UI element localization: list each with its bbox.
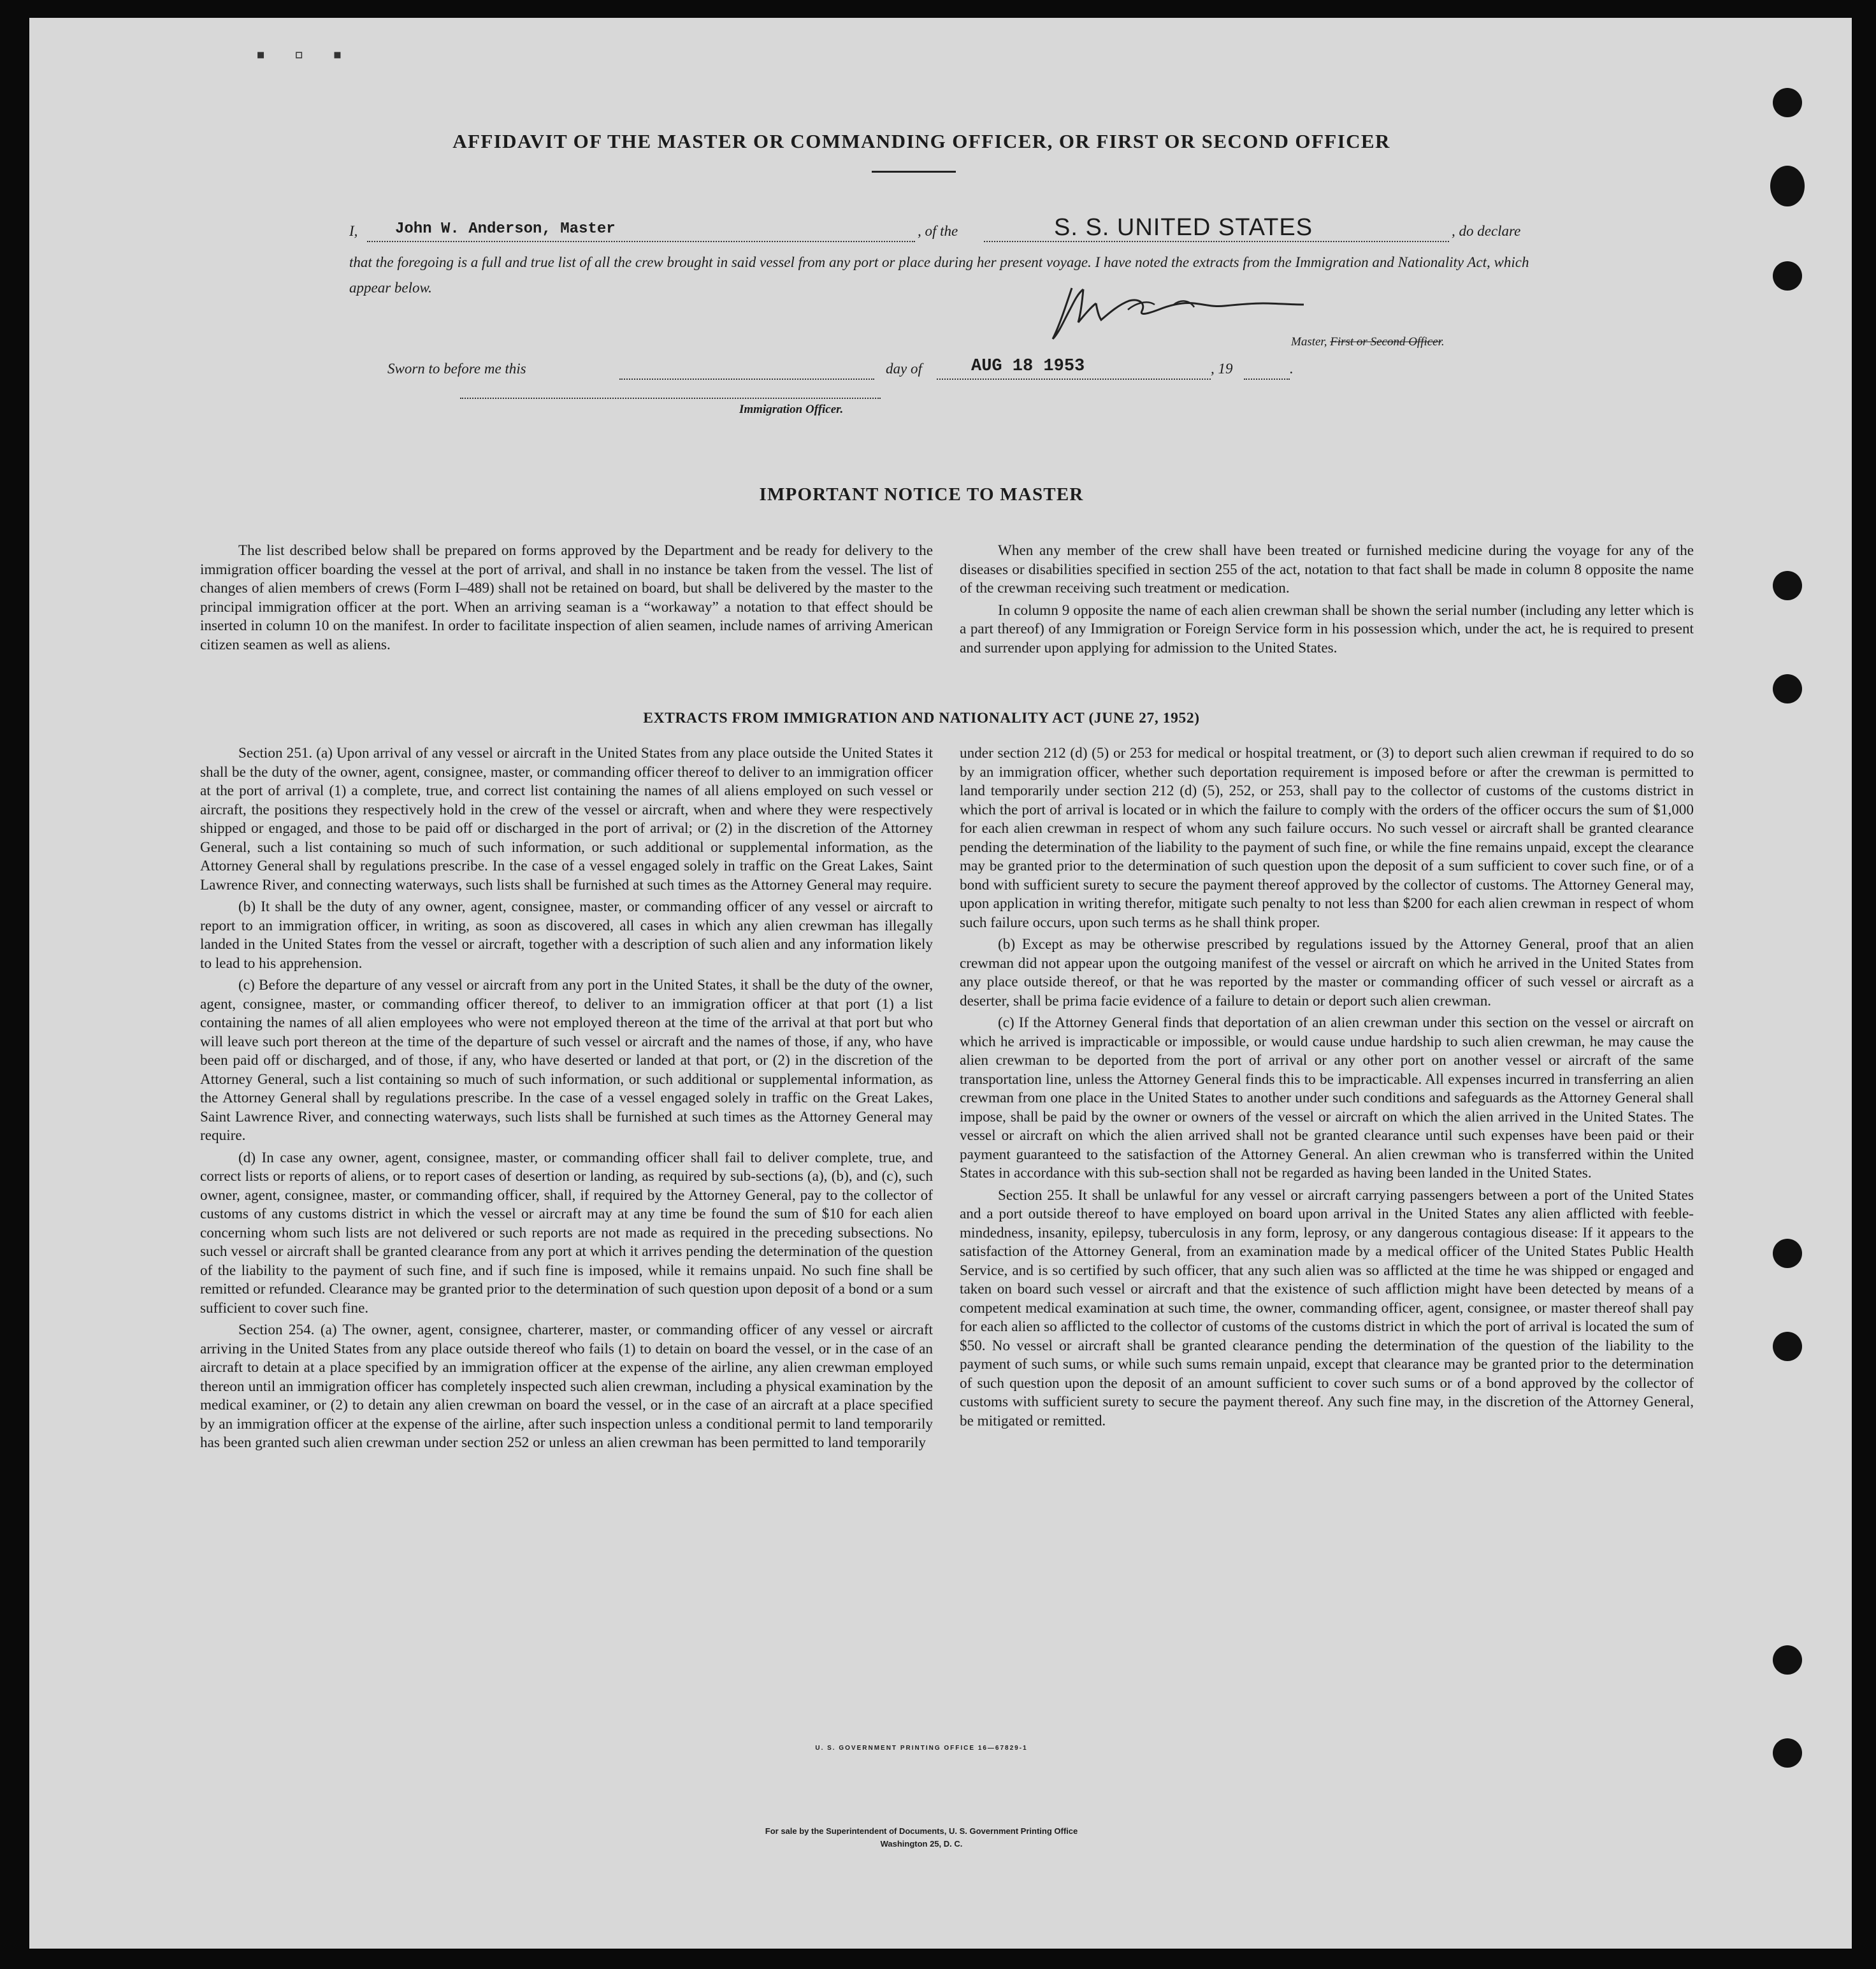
punch-hole	[1773, 1645, 1802, 1675]
year-prefix: , 19	[1211, 361, 1233, 377]
sale-notice	[29, 1825, 1814, 1850]
immigration-officer-label: Immigration Officer.	[739, 403, 844, 416]
notice-right-column	[960, 542, 1694, 658]
declaration-text: that the foregoing is a full and true list of all the crew brought in said vessel from any port or place during her present voyage. I have noted the extracts from the Immigration and Nationality Act, which appear below.	[349, 254, 1529, 296]
day-of-label: day of	[886, 361, 922, 377]
punch-hole	[1773, 261, 1802, 291]
of-the-label: , of the	[918, 223, 958, 239]
act-paragraph: Section 255. It shall be unlawful for any vessel or aircraft carrying passengers between a port of the United States and a port outside thereof to have employed on board upon arrival in the United States any alien afflicted with feeble-mindedness, insanity, epilepsy, tuberculosis in any form, leprosy, or any dangerous contagious disease: If it appears to the satisfaction of the Attorney General, from an examination made by a medical officer of the United States Public Health Service, and is so certified by such officer, that any such alien was so afflicted at the time he was shipped or engaged and taken on board such vessel or aircraft and that the existence of such affliction might have been detected by means of a competent medical examination at such time, the owner, commanding officer, agent, consignee, or master thereof shall pay for each alien so afflicted to the collector of customs of the customs district in which the port of arrival is located the sum of $50. No vessel or aircraft shall be granted clearance pending the determination of the question of the liability to the payment of such sums, or while such sums remain unpaid, except that clearance may be granted prior to the determination of such question upon the deposit of an amount sufficient to cover such sums or of a bond approved by the collector of customs with sufficient surety to secure the payment thereof. Any such fine may, in the discretion of the Attorney General, be mitigated or remitted.	[960, 1186, 1694, 1429]
year-dotted-line	[1244, 379, 1290, 380]
scan-marks: ▪ ▫ ▪	[256, 40, 354, 69]
act-paragraph: Section 251. (a) Upon arrival of any vessel or aircraft in the United States from any place outside the United States it shall be the duty of the owner, agent, consignee, master, or commanding officer thereof to deliver to an immigration officer at the port of arrival (1) a complete, true, and correct list containing the names of all aliens employed on such vessel or aircraft, the positions they respectively hold in the crew of the vessel or aircraft, when and where they were respectively shipped or engaged, and those to be paid off or discharged in the port of arrival; or (2) in the discretion of the Attorney General, such a list containing so much of such information, or such additional or supplemental information, as the Attorney General shall by regulations prescribe. In the case of a vessel engaged solely in traffic on the Great Lakes, Saint Lawrence River, and connecting waterways, such lists shall be furnished at such times as the Attorney General may require.	[200, 745, 933, 893]
sale-line: For sale by the Superintendent of Documents, U. S. Government Printing Office	[765, 1826, 1078, 1836]
vessel-name: S. S. UNITED STATES	[1054, 214, 1313, 241]
notice-left-column	[200, 542, 933, 654]
affidavit-title: AFFIDAVIT OF THE MASTER OR COMMANDING OFFICER, OR FIRST OR SECOND OFFICER	[452, 130, 1390, 152]
punch-hole	[1773, 571, 1802, 600]
punch-hole	[1773, 674, 1802, 703]
act-paragraph: Section 254. (a) The owner, agent, consignee, charterer, master, or commanding officer of any vessel or aircraft arriving in the United States from any place outside thereof who fails (1) to detain on board the vessel, or in the case of an aircraft to detain at a place specified by an immigration officer at the expense of the airline, any alien crewman employed thereon until an immigration officer has completely inspected such alien crewman, including a physical examination by the medical examiner, or (2) to detain any alien crewman on board the vessel, or in the case of an aircraft at a place specified by an immigration officer at the expense of the airline, after such inspection unless a conditional permit to land temporarily has been granted such alien crewman under section 252 or unless an alien crewman has been permitted to land temporarily	[200, 1322, 933, 1451]
sworn-date-dotted-line	[937, 379, 1211, 380]
do-declare-label: , do declare	[1452, 223, 1521, 239]
master-period: .	[1441, 335, 1445, 349]
name-dotted-line	[367, 241, 915, 242]
punch-hole	[1773, 1332, 1802, 1361]
master-signature	[1046, 275, 1314, 345]
notice-paragraph: When any member of the crew shall have been treated or furnished medicine during the voyage for any of the diseases or disabilities specified in section 255 of the act, notation to that fact shall be made in column 8 opposite the name of the crewman receiving such treatment or medication.	[960, 542, 1694, 596]
act-left-column	[200, 744, 933, 1453]
sworn-label: Sworn to before me this	[387, 361, 526, 377]
act-paragraph: (d) In case any owner, agent, consignee, master, or commanding officer shall fail to deliver complete, true, and correct lists or reports of aliens, or to report cases of desertion or landing, as required by sub-sections (a), (b), and (c), such owner, agent, consignee, master, or commanding officer, shall, if required by the Attorney General, pay to the collector of customs of any customs district in which the vessel or aircraft may at any time be found the sum of $10 for each alien concerning whom such lists are not delivered or such reports are not made as required in the preceding subsections. No such vessel or aircraft shall be granted clearance from any port at which it arrives pending the determination of the question of the liability to the payment of such fine, and if such fine is imposed, while it remains unpaid. No such fine shall be remitted or refunded. Clearance may be granted prior to the determination of such question upon deposit of a bond or a sum sufficient to cover such fine.	[200, 1149, 933, 1316]
act-paragraph: (c) If the Attorney General finds that deportation of an alien crewman under this section on the vessel or aircraft on which he arrived is impracticable or impossible, or would cause undue hardship to such alien crewman, he may cause the alien crewman to be deported from the port of arrival or any other port on another vessel or aircraft of the same transportation line, unless the Attorney General finds this to be impracticable. All expenses incurred in transferring an alien crewman from one place in the United States to another under such conditions and safeguards as the Attorney General shall impose, shall be paid by the owner or owners of the vessel or aircraft on which the alien arrived in the United States. The vessel or aircraft on which the alien arrived shall not be granted clearance until such expenses have been paid or their payment guaranteed to the satisfaction of the Attorney General. An alien crewman who is transferred within the United States in accordance with this sub-section shall not be regarded as having been landed in the United States.	[960, 1014, 1694, 1181]
punch-hole	[1773, 1239, 1802, 1268]
notice-title: IMPORTANT NOTICE TO MASTER	[759, 484, 1084, 505]
declaration-line	[349, 214, 1547, 252]
officer-name: John W. Anderson, Master	[395, 220, 616, 238]
act-paragraph: (b) It shall be the duty of any owner, agent, consignee, master, or commanding officer of any vessel or aircraft to report to an immigration officer, in writing, as soon as discovered, all cases in which any alien crewman has illegally landed in the United States from the vessel or aircraft, together with a description of such alien and any information likely to lead to his apprehension.	[200, 898, 933, 972]
sworn-line	[387, 358, 1292, 386]
act-paragraph: (b) Except as may be otherwise prescribed by regulations issued by the Attorney General, proof that an alien crewman did not appear upon the outgoing manifest of the vessel or aircraft on which he arrived in the United States from any place outside thereof, or that he was reported by the master or commanding officer of such vessel or aircraft as a deserter, shall be prima facie evidence of a failure to detain or deport such alien crewman.	[960, 936, 1694, 1009]
act-paragraph: under section 212 (d) (5) or 253 for medical or hospital treatment, or (3) to deport such alien crewman if required to do so by an immigration officer, whether such deportation requirement is imposed before or after the crewman is permitted to land temporarily under section 212 (d) (5), 252, or 253, shall pay to the collector of customs of the customs district in which the port of arrival is located or in which the failure to comply with the orders of the officer occurs the sum of $1,000 for each alien crewman in respect of whom any such failure occurs. No such vessel or aircraft shall be granted clearance pending the determination of the liability to the payment of such fine, or while the fine remains unpaid, except the clearance may be granted prior to the determination of such question upon the deposit of a sum sufficient to cover such fine, or of a bond with sufficient surety to secure the payment thereof approved by the collector of customs. The Attorney General may, upon application in writing therefor, mitigate such penalty to not less than $200 for each alien crewman in respect of whom such failure occurs, upon such terms as he shall think proper.	[960, 745, 1694, 931]
extracts-title: EXTRACTS FROM IMMIGRATION AND NATIONALITY ACT (JUNE 27, 1952)	[643, 710, 1200, 726]
act-paragraph: (c) Before the departure of any vessel or aircraft from any port in the United States, it shall be the duty of the owner, agent, consignee, master, or commanding officer thereof, to deliver to an immigration officer at that port (1) a list containing the names of all alien employees who were not employed thereon at the time of the arrival at that port but who will leave such port thereon at the time of the departure of such vessel or aircraft and the names of those, if any, who have been paid off or discharged, and of those, if any, who have deserted or landed at that port, or (2) in the discretion of the Attorney General, such a list containing so much of such information, or such additional or supplemental information, as the Attorney General shall by regulations prescribe. In the case of a vessel engaged solely in traffic on the Great Lakes, Saint Lawrence River, and connecting waterways, such lists shall be furnished at such times as the Attorney General may require.	[200, 977, 933, 1144]
document-page	[29, 18, 1852, 1949]
sale-line: Washington 25, D. C.	[880, 1839, 963, 1849]
punch-hole	[1773, 88, 1802, 117]
printing-office-line: U. S. GOVERNMENT PRINTING OFFICE 16—67829-1	[815, 1745, 1028, 1752]
notice-paragraph: In column 9 opposite the name of each alien crewman shall be shown the serial number (including any letter which is a part thereof) of any Immigration or Foreign Service form in his possession which, under the act, he is required to present and surrender upon applying for admission to the United States.	[960, 602, 1694, 656]
prefix-i: I,	[349, 223, 358, 239]
master-word: Master,	[1291, 335, 1327, 349]
year-suffix: .	[1290, 361, 1294, 377]
title-rule	[872, 171, 956, 173]
struck-officer-text: First or Second Officer	[1330, 335, 1441, 349]
punch-hole	[1773, 1738, 1802, 1768]
sworn-day-dotted-line	[619, 379, 874, 380]
master-label	[1291, 335, 1445, 349]
act-right-column	[960, 744, 1694, 1431]
notice-paragraph: The list described below shall be prepared on forms approved by the Department and be ready for delivery to the immigration officer boarding the vessel at the port of arrival, and shall in no instance be taken from the vessel. The list of changes of alien members of crews (Form I–489) shall not be retained on board, but shall be delivered by the master to the principal immigration officer at the port. When an arriving seaman is a “workaway” a notation to that effect should be inserted in column 10 on the manifest. In order to facilitate inspection of alien seamen, include names of arriving American citizen seamen as well as aliens.	[200, 542, 933, 653]
punch-hole	[1770, 166, 1805, 206]
sworn-date: AUG 18 1953	[971, 357, 1085, 376]
immigration-officer-line	[460, 398, 881, 399]
